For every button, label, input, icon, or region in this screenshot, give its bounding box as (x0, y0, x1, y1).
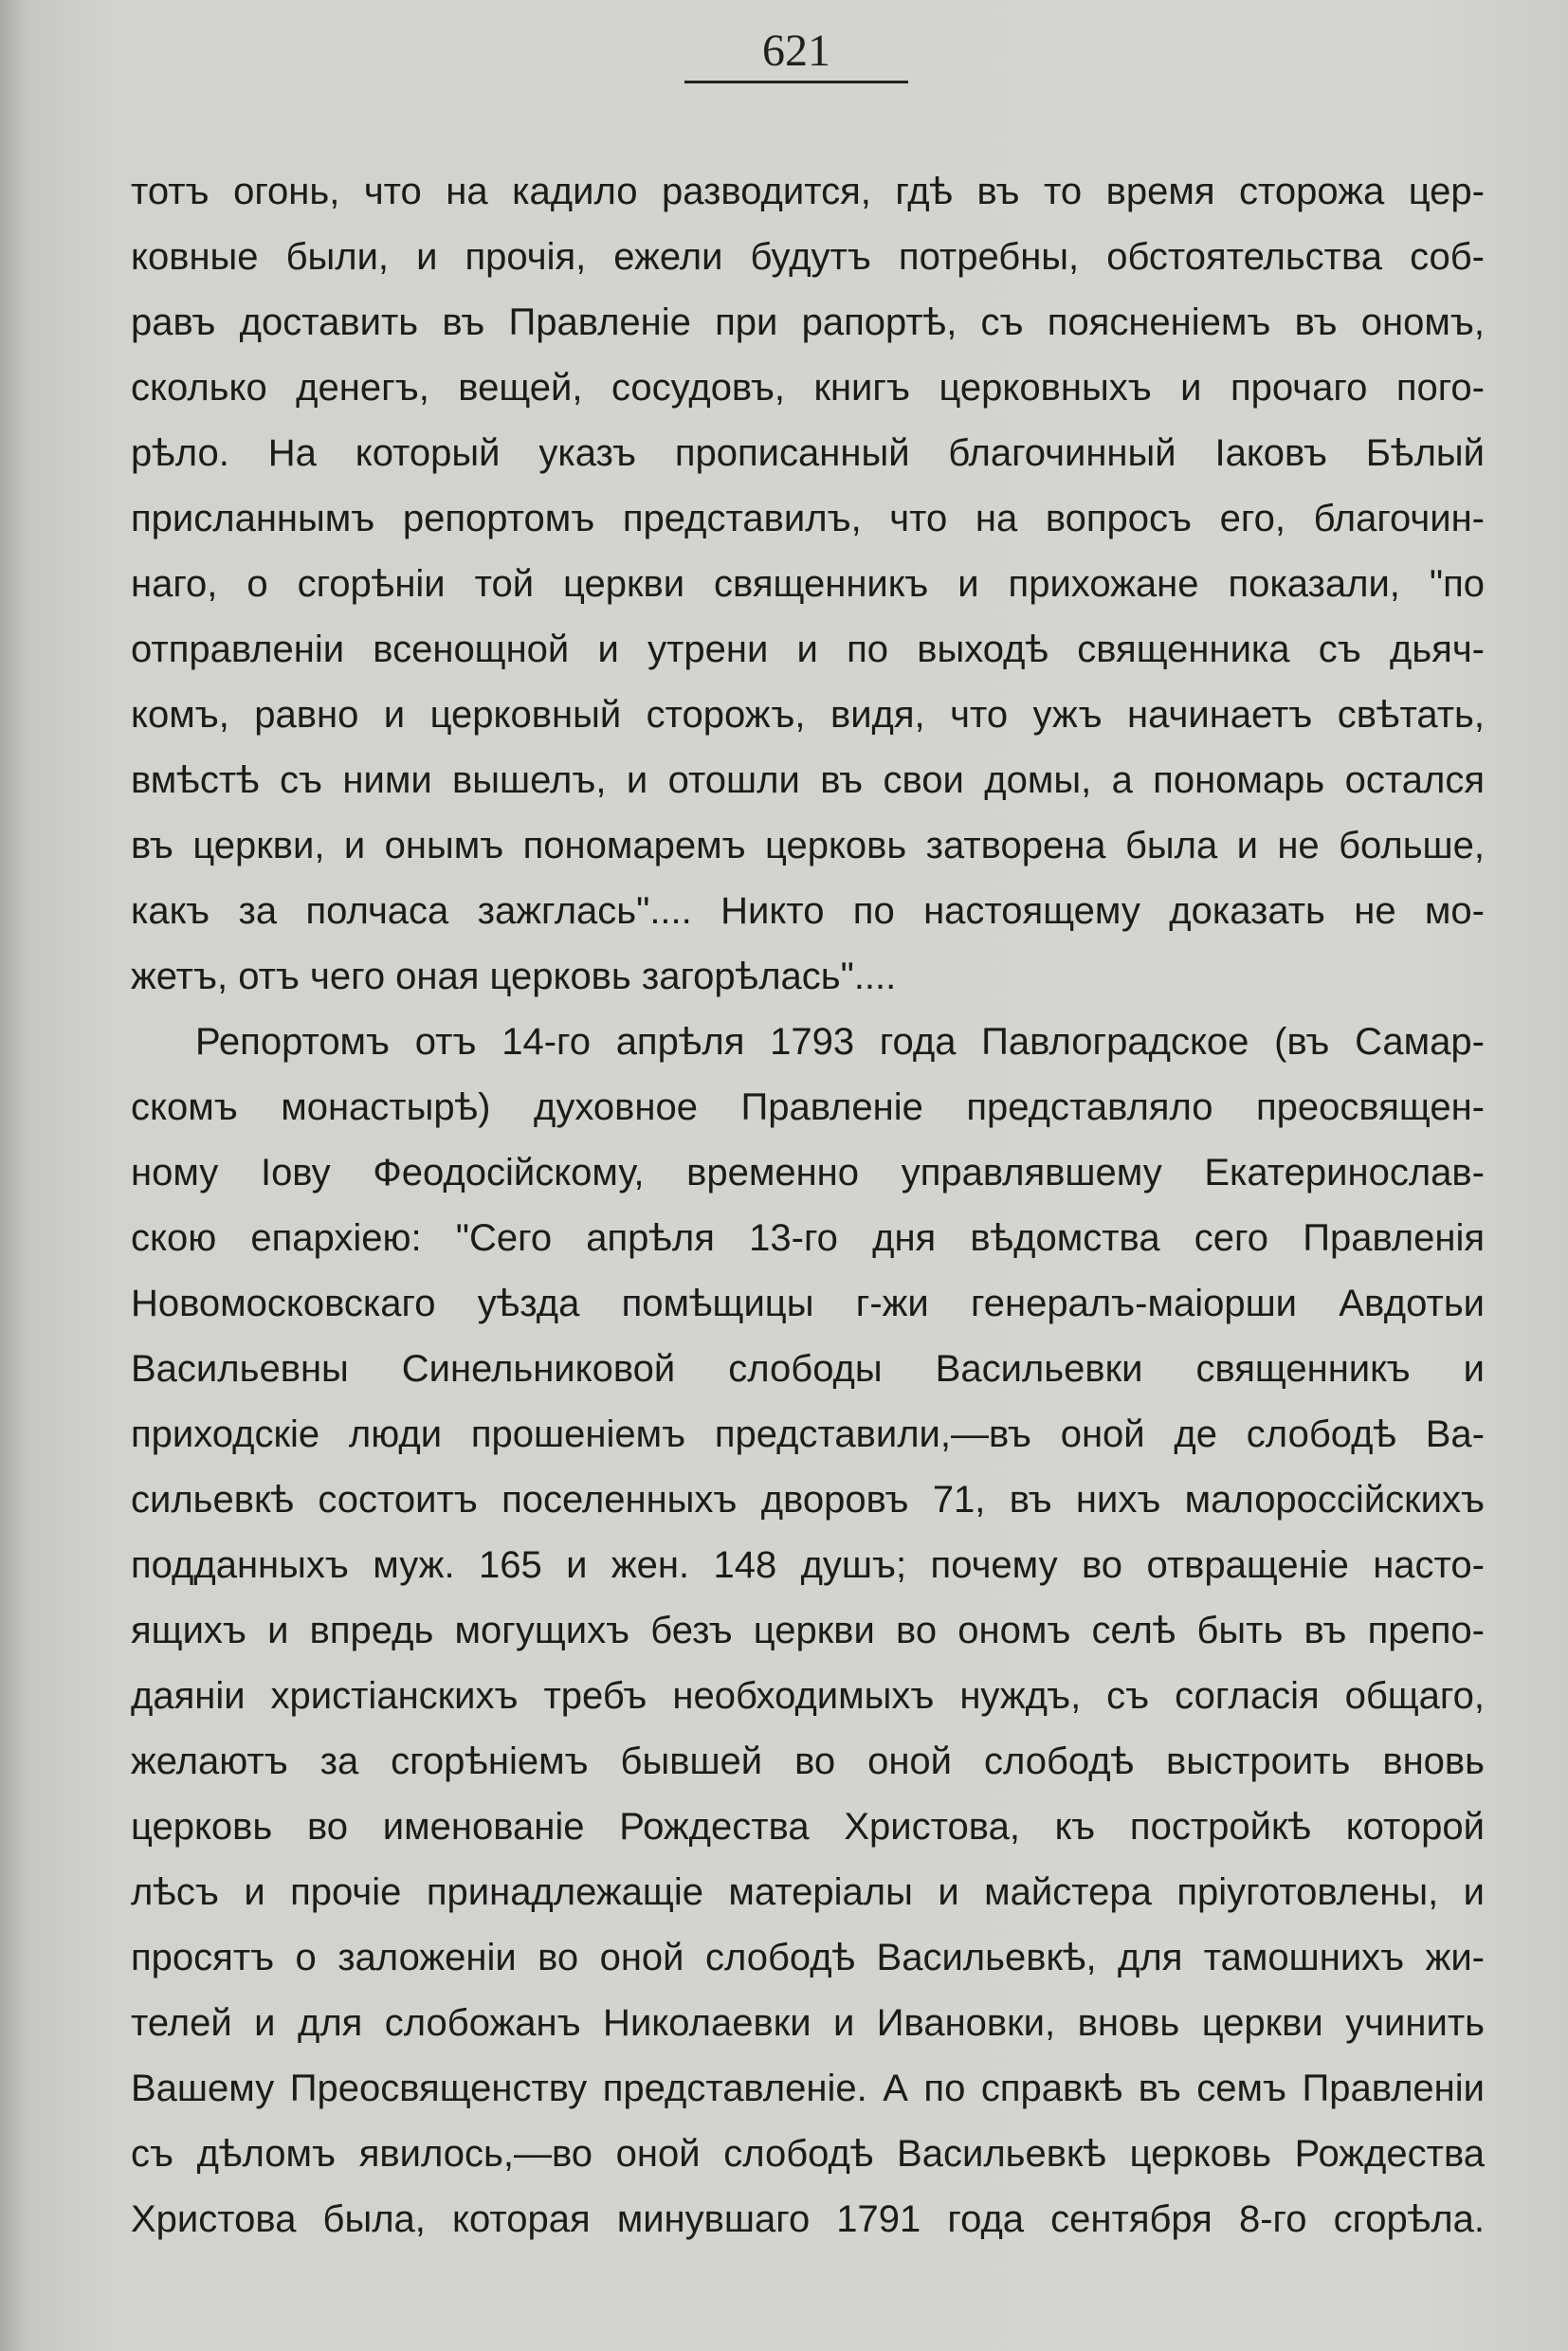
text-line: равъ доставить въ Правленіе при рапортѣ, съ поясненіемъ въ ономъ, (131, 301, 1485, 343)
paragraph-1 (131, 159, 1485, 1010)
text-line: скою епархіею: "Сего апрѣля 13-го дня вѣдомства сего Правленія (131, 1217, 1485, 1259)
text-line: Репортомъ отъ 14-го апрѣля 1793 года Павлоградское (въ Самар- (195, 1021, 1485, 1063)
text-line: присланнымъ репортомъ представилъ, что на вопросъ его, благочин- (131, 498, 1485, 539)
text-line: просятъ о заложеніи во оной слободѣ Васильевкѣ, для тамошнихъ жи- (131, 1937, 1485, 1978)
body-text (131, 159, 1485, 2252)
text-line: ковные были, и прочія, ежели будутъ потребны, обстоятельства соб- (131, 236, 1485, 278)
text-line: телей и для слобожанъ Николаевки и Ивановки, вновь церкви учинить (131, 2002, 1485, 2044)
text-line: тотъ огонь, что на кадило разводится, гдѣ въ то время сторожа цер- (131, 171, 1485, 212)
text-line: даяніи христіанскихъ требъ необходимыхъ нуждъ, съ согласія общаго, (131, 1675, 1485, 1717)
text-line: рѣло. На который указъ прописанный благочинный Іаковъ Бѣлый (131, 432, 1485, 474)
text-line: сильевкѣ состоитъ поселенныхъ дворовъ 71, въ нихъ малороссійскихъ (131, 1479, 1485, 1521)
text-line: въ церкви, и онымъ пономаремъ церковь затворена была и не больше, (131, 825, 1485, 866)
text-line: ному Іову Феодосійскому, временно управлявшему Екатеринослав- (131, 1152, 1485, 1194)
text-line: какъ за полчаса зажглась".... Никто по настоящему доказать не мо- (131, 890, 1485, 932)
text-line: сколько денегъ, вещей, сосудовъ, книгъ церковныхъ и прочаго пого- (131, 367, 1485, 409)
text-line: вмѣстѣ съ ними вышелъ, и отошли въ свои домы, а пономарь остался (131, 759, 1485, 801)
text-line: жетъ, отъ чего оная церковь загорѣлась".... (131, 956, 897, 997)
page-number: 621 (762, 26, 830, 76)
text-line: подданныхъ муж. 165 и жен. 148 душъ; почему во отвращеніе насто- (131, 1544, 1485, 1586)
text-line: желаютъ за сгорѣніемъ бывшей во оной слободѣ выстроить вновь (131, 1740, 1485, 1782)
text-line: Вашему Преосвященству представленіе. А по справкѣ въ семъ Правленіи (131, 2068, 1485, 2109)
text-line: отправленіи всенощной и утрени и по выходѣ священника съ дьяч- (131, 629, 1485, 670)
text-line: приходскіе люди прошеніемъ представили,—въ оной де слободѣ Ва- (131, 1413, 1485, 1455)
paragraph-2 (131, 1010, 1485, 2252)
text-line: наго, о сгорѣніи той церкви священникъ и прихожане показали, "по (131, 563, 1485, 605)
text-line: комъ, равно и церковный сторожъ, видя, что ужъ начинаетъ свѣтать, (131, 694, 1485, 736)
text-line: ящихъ и впредь могущихъ безъ церкви во ономъ селѣ быть въ препо- (131, 1610, 1485, 1651)
text-line: Васильевны Синельниковой слободы Васильевки священникъ и (131, 1348, 1485, 1390)
text-line: съ дѣломъ явилось,—во оной слободѣ Васильевкѣ церковь Рождества (131, 2133, 1485, 2175)
text-line: Новомосковскаго уѣзда помѣщицы г-жи генералъ-маіорши Авдотьи (131, 1283, 1485, 1324)
text-line: лѣсъ и прочіе принадлежащіе матеріалы и майстера пріуготовлены, и (131, 1871, 1485, 1913)
text-line: церковь во именованіе Рождества Христова, къ постройкѣ которой (131, 1806, 1485, 1848)
text-line: Христова была, которая минувшаго 1791 года сентября 8-го сгорѣла. (131, 2198, 1485, 2240)
text-line: скомъ монастырѣ) духовное Правленіе представляло преосвящен- (131, 1086, 1485, 1128)
page-number-rule (684, 81, 908, 83)
